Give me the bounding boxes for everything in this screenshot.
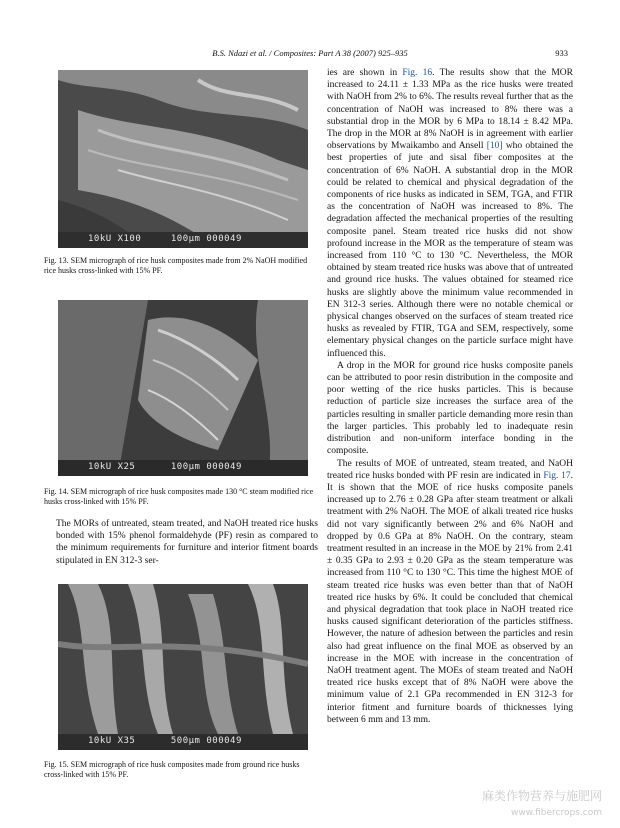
figure-17-link[interactable]: Fig. 17	[543, 470, 571, 481]
sem-scale-label: 10kU X100 100µm 000049	[88, 234, 242, 244]
figure-16-link[interactable]: Fig. 16	[402, 68, 433, 78]
running-head: B.S. Ndazi et al. / Composites: Part A 38 (2007) 925–935	[212, 48, 408, 58]
watermark-url: www.fibercrops.com	[511, 808, 602, 818]
figure-13-micrograph	[58, 70, 308, 248]
watermark-text: 麻类作物营养与施肥网	[481, 789, 602, 803]
body-paragraph-left: The MORs of untreated, steam treated, and NaOH treated rice husks bonded with 15% phenol formaldehyde (PF) resin as compared to the minimum requirements for furniture and interior fitment boards stipulated in EN 312-3 ser-	[56, 519, 318, 566]
figure-14-caption: Fig. 14. SEM micrograph of rice husk composites made 130 °C steam modified rice husks cross-linked with 15% PF.	[44, 487, 314, 506]
figure-13-caption: Fig. 13. SEM micrograph of rice husk composites made from 2% NaOH modified rice husks cross-linked with 15% PF.	[44, 256, 308, 275]
paragraph-moe-results: The results of MOE of untreated, steam treated, and NaOH treated rice husks bonded with PF resin are indicated in Fig. 17. It is shown that the MOE of rice husks composite panels increased up to 2.76 ± 0.28 GPa after steam treatment or alkali treatment with 2% NaOH. The MOE of alkali treated rice husks did not vary significantly between 2% and 6% NaOH and dropped by 0.6 GPa at 8% NaOH. On the contrary, steam treatment resulted in an increase in the MOE by 21% from 2.41 ± 0.35 GPa to 2.93 ± 0.20 GPa as the steam temperature was increased from 110 °C to 130 °C. This time the highest MOE of steam treated rice husks was even better than that of NaOH treated rice husks by 6%. It could be concluded that chemical and physical degradation that took place in NaOH treated rice husks caused significant deterioration of the particles stiffness. However, the nature of adhesion between the particles and resin also had great influence on the final MOE as observed by an increase in the MOE with increase in the concentration of NaOH treatment agent. The MOEs of steam treated and NaOH treated rice husks except that of 8% NaOH were above the minimum value of 2.1 GPa recommended in EN 312-3 for interior fitment and furniture boards of thicknesses lying between 6 mm and 13 mm.	[327, 458, 573, 725]
figure-15-micrograph	[58, 584, 308, 750]
body-column-right	[327, 67, 573, 726]
page-number: 933	[555, 48, 568, 58]
paragraph-ground-husks: A drop in the MOR for ground rice husks composite panels can be attributed to poor resin distribution in the composite and poor wetting of the rice husks particles. This is because reduction of particle size increases the surface area of the particles resulting in smaller particle demanding more resin than the larger particles. This probably led to inadequate resin distribution and non-uniform interface bonding in the composite.	[327, 360, 573, 457]
sem-scale-label: 10kU X25 100µm 000049	[88, 462, 242, 472]
figure-15-caption: Fig. 15. SEM micrograph of rice husk composites made from ground rice husks cross-linked with 15% PF.	[44, 760, 300, 779]
reference-10-link[interactable]: [10]	[486, 141, 503, 152]
paragraph-mor-results: ies are shown in Fig. 16. The results show that the MOR increased to 24.11 ± 1.33 MPa as the rice husks were treated with NaOH from 2% to 6%. The results reveal further that as the concentration of NaOH was increased to 8% there was a substantial drop in the MOR by 6 MPa to 18.14 ± 8.42 MPa. The drop in the MOR at 8% NaOH is in agreement with earlier observations by Mwaikambo and Ansell [10] who obtained the best properties of jute and sisal fiber composites at the concentration of 6% NaOH. A substantial drop in the MOR could be related to chemical and physical degradation of the components of rice husks as indicated in SEM, TGA, and FTIR as the concentration of NaOH was increased to 8%. The degradation affected the mechanical properties of the resulting composite panel. Steam treated rice husks did not show profound increase in the MOR as the temperature of steam was increased from 110 °C to 130 °C. Nevertheless, the MOR obtained by steam treated rice husks was above that of untreated and ground rice husks. The values obtained for steamed rice husks are slightly above the minimum value recommended in EN 312-3 series. Although there were no notable chemical or physical changes observed on the surfaces of steam treated rice husks as revealed by FTIR, TGA and SEM, respectively, some elementary physical changes on the particle surface might have influenced this.	[327, 68, 573, 359]
figure-14-micrograph	[58, 300, 308, 476]
sem-scale-label: 10kU X35 500µm 000049	[88, 736, 242, 746]
page-header	[0, 48, 620, 62]
